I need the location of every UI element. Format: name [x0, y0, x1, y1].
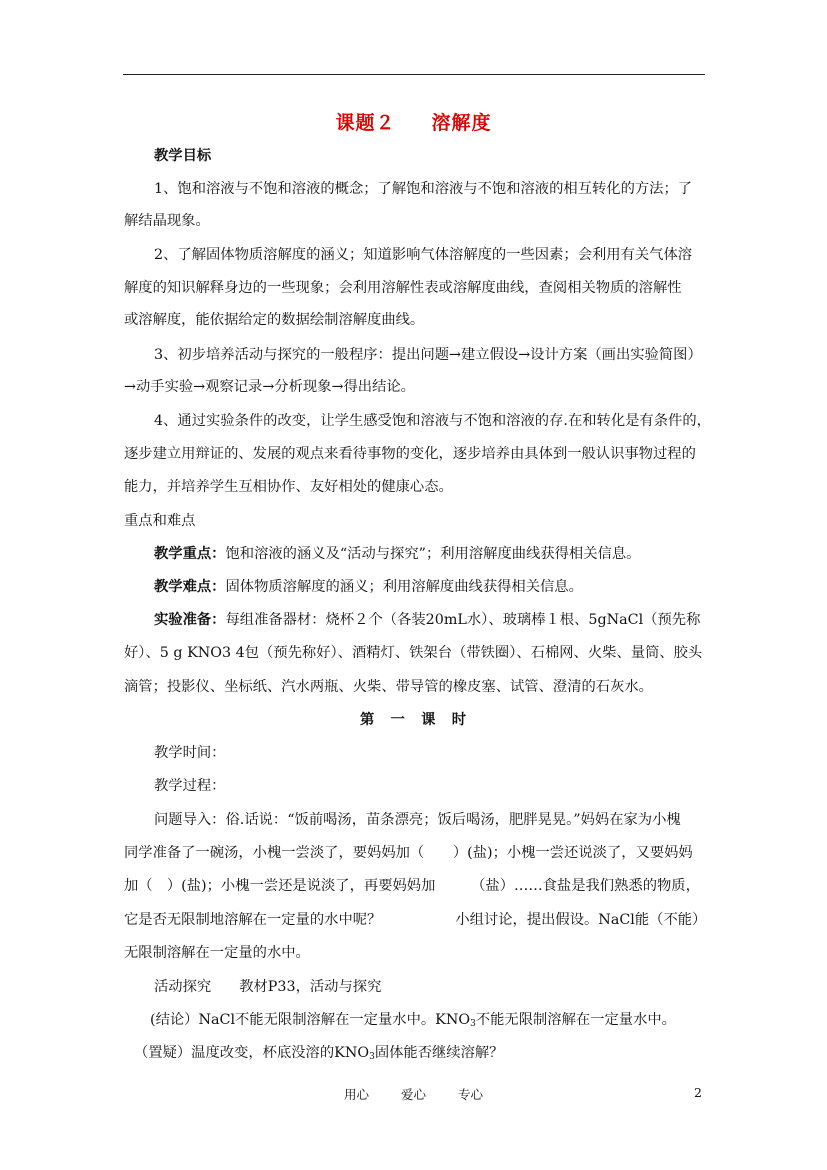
objective-2-line-3: 或溶解度，能依据给定的数据绘制溶解度曲线。 [124, 312, 425, 328]
footer-word-3: 专心 [457, 1087, 483, 1102]
question-subscript: 3 [369, 1052, 375, 1062]
difficulty-line [154, 577, 714, 597]
key-point-label: 教学重点： [154, 546, 226, 562]
objective-4-line-3: 能力，并培养学生互相协作、友好相处的健康心态。 [124, 479, 453, 495]
intro-line-3: 加（ ）(盐)；小槐一尝还是说淡了，再要妈妈加 （盐）……食盐是我们熟悉的物质， [124, 878, 700, 894]
preparation-text-1: 每组准备器材：烧杯２个（各装20mL水）、玻璃棒１根、5gNaCl（预先称 [225, 612, 701, 628]
conclusion-line [150, 1010, 740, 1030]
objectives-heading: 教学目标 [154, 148, 212, 164]
intro-line-4 [124, 910, 714, 930]
teaching-time: 教学时间： [154, 745, 226, 761]
objective-4-line-1: 4、通过实验条件的改变，让学生感受饱和溶液与不饱和溶液的存.在和转化是有条件的， [154, 413, 711, 429]
conclusion-text-b: 不能无限制溶解在一定量水中。 [475, 1012, 676, 1028]
question-line [134, 1043, 724, 1063]
footer-word-2: 爱心 [400, 1087, 426, 1102]
objective-2-line-2: 解度的知识解释身边的一些现象；会利用溶解性表或溶解度曲线，查阅相关物质的溶解性 [124, 280, 682, 296]
page-title [0, 108, 827, 135]
conclusion-subscript: 3 [470, 1019, 476, 1029]
title-lesson-number: 课题２ [335, 112, 396, 134]
question-text-a: （置疑）温度改变，杯底没溶的KNO [134, 1045, 370, 1061]
objective-2-line-1: 2、了解固体物质溶解度的涵义；知道影响气体溶解度的一些因素；会利用有关气体溶 [154, 247, 693, 263]
activity-label: 活动探究 [154, 979, 212, 995]
key-point-text: 饱和溶液的涵义及“活动与探究”；利用溶解度曲线获得相关信息。 [225, 546, 641, 562]
key-point-line [154, 544, 714, 564]
objective-3-line-2: →动手实验→观察记录→分析现象→得出结论。 [124, 379, 415, 395]
question-text-b: 固体能否继续溶解？ [374, 1045, 504, 1061]
intro-question: 它是否无限制地溶解在一定量的水中呢？ [124, 912, 382, 928]
preparation-line-3: 滴管；投影仪、坐标纸、汽水两瓶、火柴、带导管的橡皮塞、试管、澄清的石灰水。 [124, 679, 653, 695]
keypoints-heading: 重点和难点 [124, 513, 196, 529]
teaching-process: 教学过程： [154, 778, 226, 794]
preparation-line-1 [154, 610, 714, 630]
intro-hypothesis: 小组讨论，提出假设。NaCl能（不能） [455, 912, 707, 928]
intro-line-2: 同学准备了一碗汤，小槐一尝淡了，要妈妈加（ ）(盐)；小槐一尝还说淡了，又要妈妈 [124, 845, 693, 861]
activity-line [154, 977, 714, 997]
intro-line-1: 问题导入：俗.话说：“饭前喝汤，苗条漂亮；饭后喝汤，肥胖晃晃。”妈妈在家为小槐 [154, 812, 681, 828]
objective-3-line-1: 3、初步培养活动与探究的一般程序：提出问题→建立假设→设计方案（画出实验简图） [154, 347, 702, 363]
lesson-heading: 第 一 课 时 [359, 712, 468, 728]
page-footer [0, 1085, 827, 1103]
intro-line-5: 无限制溶解在一定量的水中。 [124, 945, 310, 961]
title-topic: 溶解度 [431, 112, 492, 134]
preparation-label: 实验准备： [154, 612, 226, 628]
footer-word-1: 用心 [343, 1087, 369, 1102]
difficulty-text: 固体物质溶解度的涵义；利用溶解度曲线获得相关信息。 [225, 579, 583, 595]
objective-1-line-2: 解结晶现象。 [124, 213, 210, 229]
page-number: 2 [694, 1085, 702, 1100]
conclusion-text-a: (结论）NaCl不能无限制溶解在一定量水中。KNO [150, 1012, 471, 1028]
difficulty-label: 教学难点： [154, 579, 226, 595]
preparation-line-2: 好）、5 g KNO3 4包（预先称好）、酒精灯、铁架台（带铁圈）、石棉网、火柴、量筒、胶头 [124, 645, 703, 661]
activity-reference: 教材P33，活动与探究 [239, 979, 382, 995]
header-rule [123, 74, 705, 75]
objective-4-line-2: 逐步建立用辩证的、发展的观点来看待事物的变化，逐步培养由具体到一般认识事物过程的 [124, 446, 696, 462]
objective-1-line-1: 1、饱和溶液与不饱和溶液的概念；了解饱和溶液与不饱和溶液的相互转化的方法；了 [154, 181, 693, 197]
